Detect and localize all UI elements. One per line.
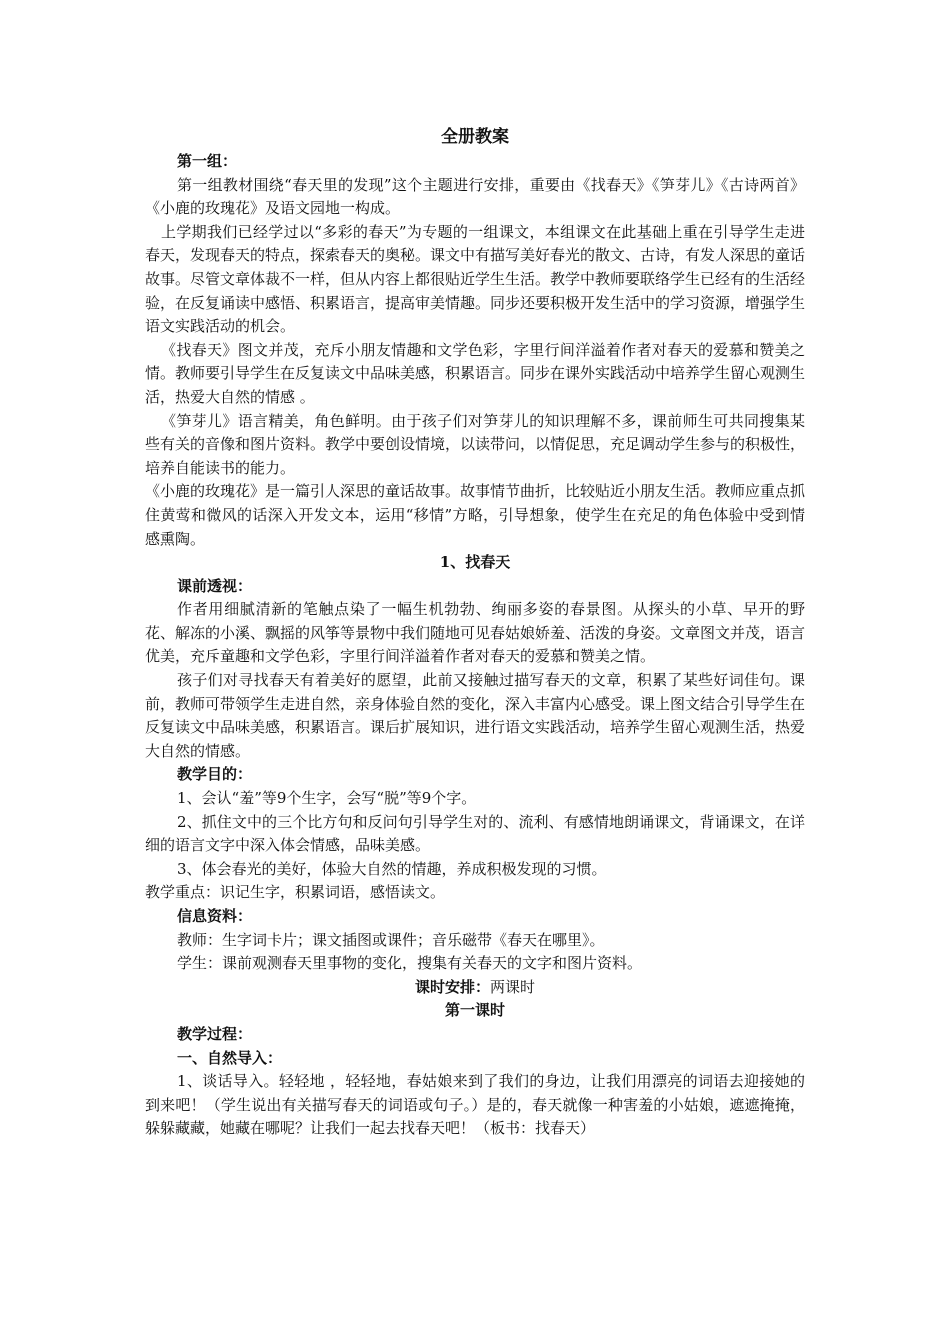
schedule-label: 课时安排： bbox=[414, 977, 490, 996]
paragraph-preview-one: 作者用细腻清新的笔触点染了一幅生机勃勃、绚丽多姿的春景图。从探头的小草、早开的野花、解冻的小溪、飘摇的风筝等景物中我们随地可见春姑娘娇羞、活泼的身姿。文章图文并茂，语言优美，充斥童趣和文学色彩，字里行间洋溢着作者对春天的爱慕和赞美之情。 bbox=[145, 600, 806, 666]
lesson-title: 1、找春天 bbox=[439, 553, 511, 572]
paragraph-group-intro: 第一组教材围绕“春天里的发现”这个主题进行安排，重要由《找春天》《笋芽儿》《古诗两首》《小鹿的玫瑰花》及语文园地一构成。 bbox=[145, 175, 805, 218]
section-heading-process: 教学过程： bbox=[177, 1024, 253, 1043]
teaching-focus: 教学重点：识记生字，积累词语，感悟读文。 bbox=[145, 883, 446, 902]
paragraph-step-one: 1、谈话导入。轻轻地 ，轻轻地，春姑娘来到了我们的身边，让我们用漂亮的词语去迎接她的到来吧！（学生说出有关描写春天的词语或句子。）是的，春天就像一种害羞的小姑娘，遮遮掩掩，躲躲藏藏，她藏在哪呢？让我们一起去找春天吧！（板书：找春天） bbox=[145, 1072, 805, 1138]
step-heading-natural-intro: 一、自然导入： bbox=[177, 1048, 283, 1067]
info-student: 学生：课前观测春天里事物的变化，搜集有关春天的文字和图片资料。 bbox=[177, 954, 643, 973]
goal-item-3: 3、体会春光的美好，体验大自然的情趣，养成积极发现的习惯。 bbox=[177, 859, 607, 878]
document-title: 全册教案 bbox=[441, 127, 509, 147]
paragraph-bamboo-shoot-summary: 《笋芽儿》语言精美，角色鲜明。由于孩子们对笋芽儿的知识理解不多，课前师生可共同搜集某些有关的音像和图片资料。教学中要创设情境，以读带问，以情促思，充足调动学生参与的积极性，培养自能读书的能力。 bbox=[145, 411, 806, 477]
goal-item-1: 1、会认“羞”等9个生字，会写“脱”等9个字。 bbox=[177, 789, 477, 808]
paragraph-preview-two: 孩子们对寻找春天有着美好的愿望，此前又接触过描写春天的文章，积累了某些好词佳句。课前，教师可带领学生走进自然，亲身体验自然的变化，深入丰富内心感受。课上图文结合引导学生在反复读文中品味美感，积累语言。课后扩展知识，进行语文实践活动，培养学生留心观测生活，热爱大自然的情感。 bbox=[145, 671, 806, 760]
paragraph-fawn-rose-summary: 《小鹿的玫瑰花》是一篇引人深思的童话故事。故事情节曲折，比较贴近小朋友生活。教师应重点抓住黄莺和微风的话深入开发文本，运用“移情”方略，引导想象，使学生在充足的角色体验中受到情感熏陶。 bbox=[145, 482, 806, 548]
paragraph-last-semester: 上学期我们已经学过以“多彩的春天”为专题的一组课文，本组课文在此基础上重在引导学生走进春天，发现春天的特点，探索春天的奥秘。课文中有描写美好春光的散文、古诗，有发人深思的童话故事。尽管文章体裁不一样，但从内容上都很贴近学生生活。教学中教师要联络学生已经有的生活经验，在反复诵读中感悟、积累语言，提高审美情趣。同步还要积极开发生活中的学习资源，增强学生语文实践活动的机会。 bbox=[145, 222, 806, 336]
schedule-value: 两课时 bbox=[490, 977, 536, 996]
info-teacher: 教师：生字词卡片；课文插图或课件；音乐磁带《春天在哪里》。 bbox=[177, 930, 605, 949]
goal-item-2: 2、抓住文中的三个比方句和反问句引导学生对的、流利、有感情地朗诵课文，背诵课文，在详细的语言文字中深入体会情感，品味美感。 bbox=[145, 812, 805, 855]
schedule-line bbox=[145, 976, 805, 1000]
paragraph-find-spring-summary: 《找春天》图文并茂，充斥小朋友情趣和文学色彩，字里行间洋溢着作者对春天的爱慕和赞美之情。教师要引导学生在反复读文中品味美感，积累语言。同步在课外实践活动中培养学生留心观测生活，热爱大自然的情感 。 bbox=[145, 340, 806, 406]
period-title: 第一课时 bbox=[444, 1001, 505, 1020]
section-heading-group-one: 第一组： bbox=[177, 152, 238, 170]
section-heading-preview: 课前透视： bbox=[177, 576, 253, 595]
document-page bbox=[145, 124, 805, 1141]
section-heading-info: 信息资料： bbox=[177, 907, 253, 925]
section-heading-goals: 教学目的： bbox=[177, 765, 253, 784]
